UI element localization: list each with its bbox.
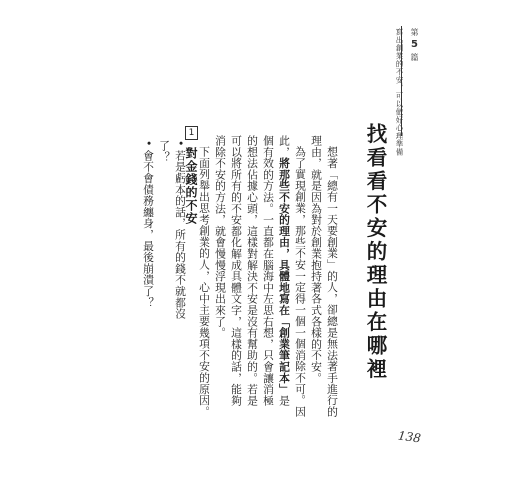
section-heading: 找看看不安的理由在哪裡 bbox=[363, 123, 387, 382]
bullet-text: 若是虧本的話，所有的錢不就都沒了？ bbox=[158, 140, 187, 320]
running-header bbox=[394, 28, 420, 156]
list-item bbox=[156, 140, 188, 340]
paragraph-2-part-2: 是個有效的方法。一直都在腦海中左思右想，只會讓消極的想法佔據心頭，這樣對解決不安是沒有幫助的。若是可以將所有的不安都化解成具體文字，這樣的話，能夠消除不安的方法，就會慢慢浮現出來了。 bbox=[214, 135, 291, 407]
paragraph-2-part-1: 為了實現創業，那些不安一定得一個一個消除不可。因此， bbox=[278, 135, 307, 417]
bullet-list bbox=[140, 140, 188, 340]
chapter-number: 5 bbox=[409, 39, 420, 51]
list-item bbox=[140, 140, 156, 340]
page-number: 138 bbox=[397, 428, 422, 446]
chapter-title: 寫出創業的不安，可以做好心理準備 bbox=[395, 28, 404, 156]
paragraph-2-emphasis: 將那些不安的理由，具體地寫在「創業筆記本」 bbox=[278, 157, 291, 395]
subsection-title: 對金錢的不安 bbox=[184, 147, 198, 225]
bullet-text: 會不會債務纏身，最後崩潰了？ bbox=[142, 149, 155, 309]
bullet-dot: • bbox=[142, 140, 155, 147]
chapter-prefix: 第 bbox=[410, 28, 419, 37]
chapter-label bbox=[409, 28, 420, 132]
paragraph-1: 想著「總有一天要創業」的人，卻總是無法著手進行的理由，就是因為對於創業抱持著各式各樣的不安。 bbox=[310, 135, 339, 417]
paragraph-3: 下面列舉出思考創業的人，心中主要幾項不安的原因。 bbox=[198, 145, 211, 417]
bullet-dot: • bbox=[174, 140, 187, 147]
subsection-number-box: 1 bbox=[185, 126, 198, 140]
chapter-suffix: 篇 bbox=[410, 53, 419, 62]
body-text bbox=[196, 135, 340, 417]
paragraph-2 bbox=[212, 135, 308, 417]
